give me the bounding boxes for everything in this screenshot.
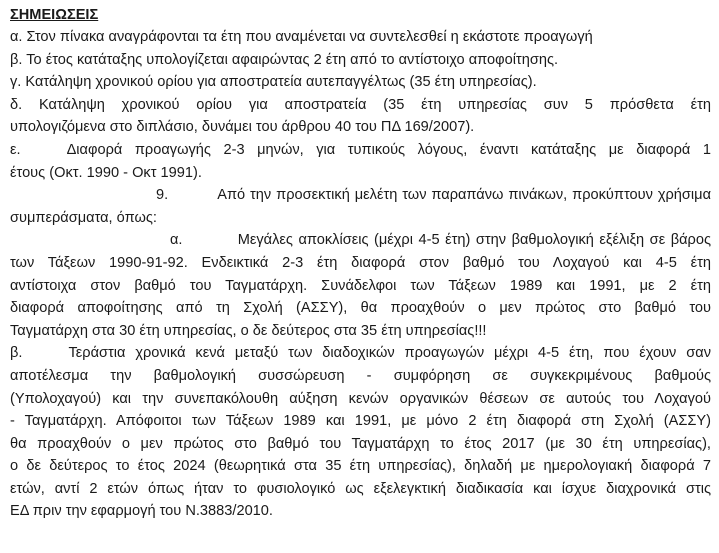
section-9-number: 9. xyxy=(156,187,169,204)
note-b: β. Το έτος κατάταξης υπολογίζεται αφαιρώντας 2 έτη από το αντίστοιχο αποφοίτησης. xyxy=(10,51,559,68)
notes-title: ΣΗΜΕΙΩΣΕΙΣ xyxy=(10,7,99,23)
note-e-line-1 xyxy=(10,139,711,162)
point-b-line-1 xyxy=(10,342,711,365)
note-a: α. Στον πίνακα αναγράφονται τα έτη που αναμένεται να συντελεσθεί η εκάστοτε προαγωγή xyxy=(10,29,593,45)
note-e-text: Διαφορά προαγωγής 2-3 μηνών, για τυπικούς λόγους, έναντι κατάταξης με διαφορά 1 xyxy=(66,141,711,158)
note-e xyxy=(10,139,711,184)
point-a-line-5: Ταγματάρχη στα 30 έτη υπηρεσίας, ο δε δεύτερος στα 35 έτη υπηρεσίας!!! xyxy=(10,322,487,339)
point-b xyxy=(10,342,711,523)
note-d-line-1: δ. Κατάληψη χρονικού ορίου για αποστρατεία (35 έτη υπηρεσίας συν 5 πρόσθετα έτη xyxy=(10,96,711,113)
point-a xyxy=(10,229,711,342)
point-b-line-2: αποτέλεσμα την βαθμολογική συσσώρευση - συμφόρηση σε συγκεκριμένους βαθμούς xyxy=(10,367,711,384)
point-b-line-6: ο δε δεύτερος το έτος 2024 (θεωρητικά στα 35 έτη υπηρεσίας), δηλαδή με ημερολογιακή διαφορά 7 xyxy=(10,458,711,475)
point-a-line-1 xyxy=(10,229,711,252)
section-9-line-2: συμπεράσματα, όπως: xyxy=(10,209,157,226)
point-a-line-2: των Τάξεων 1990-91-92. Ενδεικτικά 2-3 έτη διαφορά στον βαθμό του Λοχαγού και 4-5 έτη xyxy=(10,254,711,271)
section-9-text: Από την προσεκτική μελέτη των παραπάνω πινάκων, προκύπτουν χρήσιμα xyxy=(217,187,712,204)
point-b-line-5: θα προαχθούν ο μεν πρώτος στο βαθμό του Ταγματάρχη το έτος 2017 (με 30 έτη υπηρεσίας), xyxy=(10,435,711,452)
point-b-line-3: (Υπολοχαγού) και την συνεπακόλουθη αύξηση κενών οργανικών θέσεων σε αυτούς του Λοχαγού xyxy=(10,390,711,407)
note-e-label: ε. xyxy=(10,141,21,158)
point-b-line-8: ΕΔ πριν την εφαρμογή του Ν.3883/2010. xyxy=(10,503,273,520)
note-c: γ. Κατάληψη χρονικού ορίου για αποστρατεία αυτεπαγγέλτως (35 έτη υπηρεσίας). xyxy=(10,74,537,91)
point-b-line-7: ετών, αντί 2 ετών όπως ήταν το φυσιολογικό ως εξελεγκτική διαδικασία και ίσχυε διαχρονικά στις xyxy=(10,480,711,497)
point-a-line-4: διαφορά αποφοίτησης από τη Σχολή (ΑΣΣΥ), θα προαχθούν ο μεν πρώτος στο βαθμό του xyxy=(10,300,711,317)
note-d-line-2: υπολογιζόμενα στο διπλάσιο, δυνάμει του άρθρου 40 του ΠΔ 169/2007). xyxy=(10,119,475,136)
section-9-line-1 xyxy=(10,184,711,207)
point-a-label: α. xyxy=(170,232,183,249)
point-a-text: Μεγάλες αποκλίσεις (μέχρι 4-5 έτη) στην βαθμολογική εξέλιξη σε βάρος xyxy=(237,232,711,249)
note-d xyxy=(10,94,711,139)
note-e-line-2: έτους (Οκτ. 1990 - Οκτ 1991). xyxy=(10,164,202,181)
point-b-text: Τεράστια χρονικά κενά μεταξύ των διαδοχικών προαγωγών μέχρι 4-5 έτη, που έχουν σαν xyxy=(68,345,711,362)
point-b-label: β. xyxy=(10,345,23,362)
section-9 xyxy=(10,184,711,229)
point-a-line-3: αντίστοιχα στον βαθμό του Ταγματάρχη. Συνάδελφοι των Τάξεων 1989 και 1991, με 2 έτη xyxy=(10,277,711,294)
point-b-line-4: - Ταγματάρχη. Απόφοιτοι των Τάξεων 1989 και 1991, με μόνο 2 έτη διαφορά στη Σχολή (ΑΣΣΥ) xyxy=(10,413,711,430)
